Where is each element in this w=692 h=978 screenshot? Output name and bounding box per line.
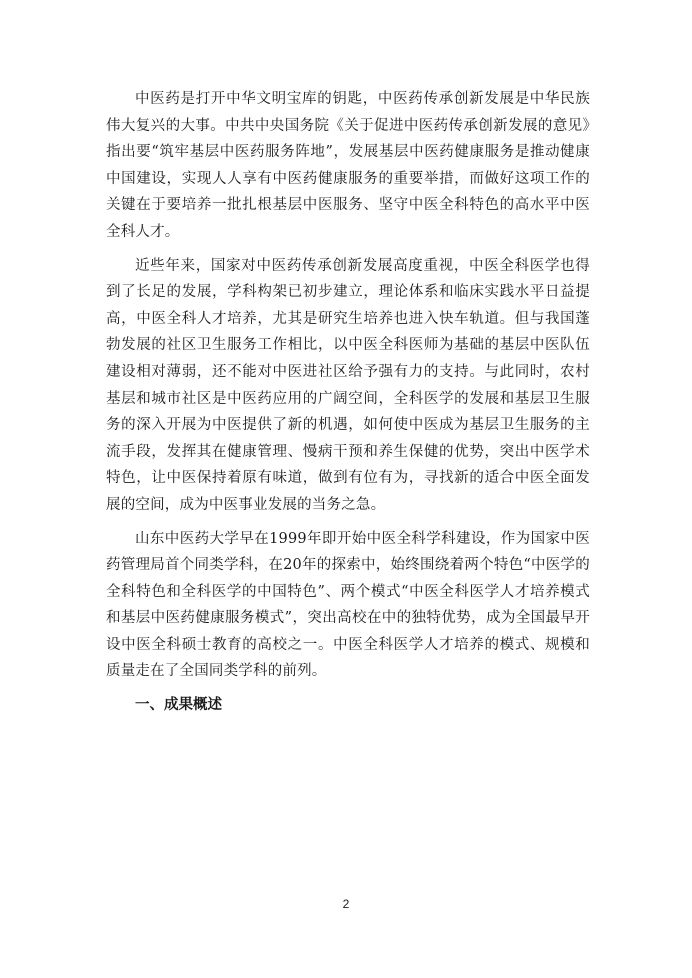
paragraph-background: 近些年来，国家对中医药传承创新发展高度重视，中医全科医学也得到了长足的发展，学科构架已初步建立，理论体系和临床实践水平日益提高，中医全科人才培养，尤其是研究生培养也进入快车轨道。但与我国蓬勃发展的社区卫生服务工作相比，以中医全科医师为基础的基层中医队伍建设相对薄弱，还不能对中医进社区给予强有力的支持。与此同时，农村基层和城市社区是中医药应用的广阔空间，全科医学的发展和基层卫生服务的深入开展为中医提供了新的机遇，如何使中医成为基层卫生服务的主流手段，发挥其在健康管理、慢病干预和养生保健的优势，突出中医学术特色，让中医保持着原有味道，做到有位有为，寻找新的适合中医全面发展的空间，成为中医事业发展的当务之急。: [106, 257, 590, 513]
section-heading: 一、成果概述: [135, 697, 222, 714]
document-body: [106, 86, 590, 718]
paragraph-intro: 中医药是打开中华文明宝库的钥匙，中医药传承创新发展是中华民族伟大复兴的大事。中共中央国务院《关于促进中医药传承创新发展的意见》指出要“筑牢基层中医药服务阵地”，发展基层中医药健康服务是推动健康中国建设，实现人人享有中医药健康服务的重要举措，而做好这项工作的关键在于要培养一批扎根基层中医服务、坚守中医全科特色的高水平中医全科人才。: [106, 91, 590, 240]
paragraph-university: 山东中医药大学早在1999年即开始中医全科学科建设，作为国家中医药管理局首个同类学科，在20年的探索中，始终围绕着两个特色“中医学的全科特色和全科医学的中国特色”、两个模式“中医全科医学人才培养模式和基层中医药健康服务模式”，突出高校在中的独特优势，成为全国最早开设中医全科硕士教育的高校之一。中医全科医学人才培养的模式、规模和质量走在了全国同类学科的前列。: [106, 530, 590, 680]
page-number: 2: [342, 897, 350, 911]
